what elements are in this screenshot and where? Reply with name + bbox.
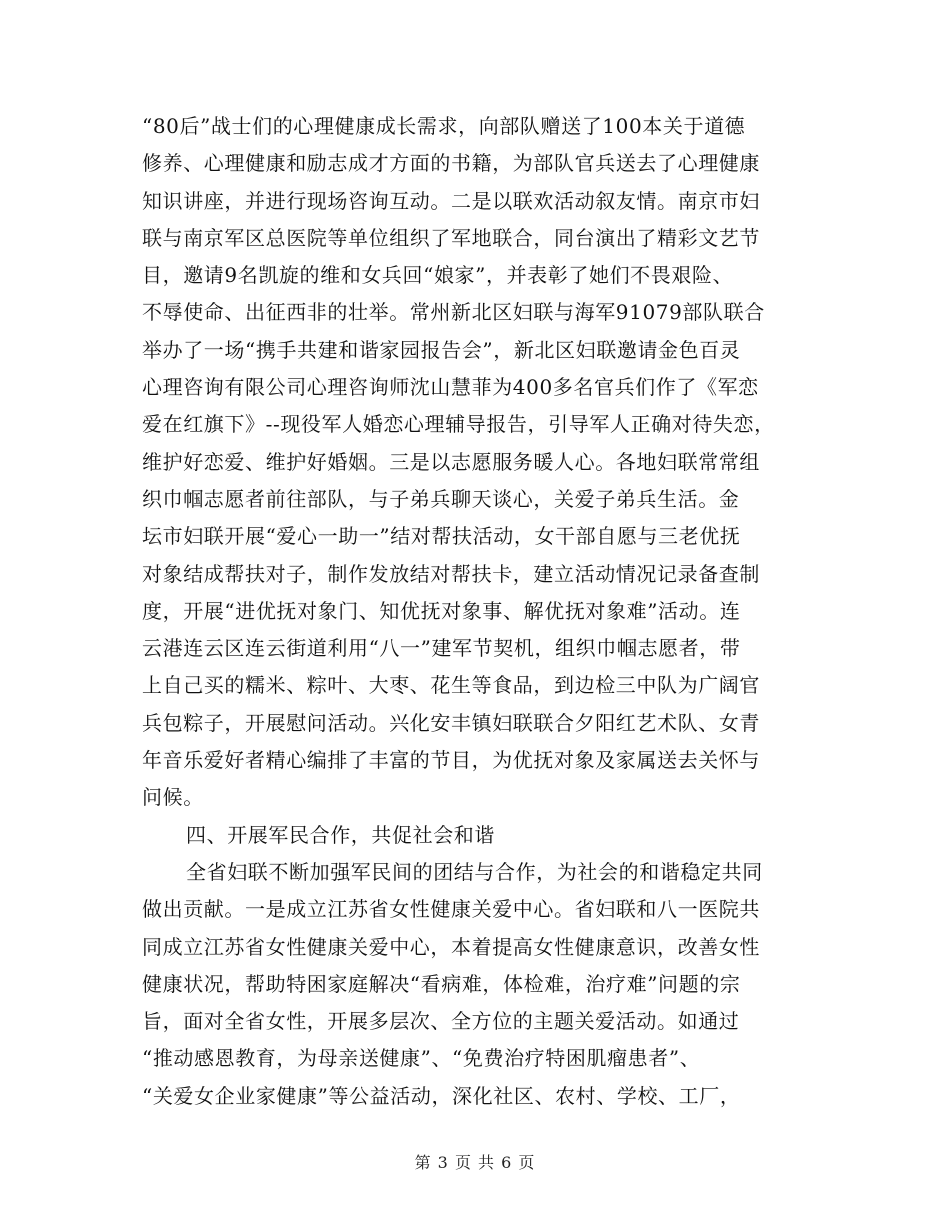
text-line: 爱在红旗下》--现役军人婚恋心理辅导报告，引导军人正确对待失恋，	[142, 412, 775, 437]
body-text	[142, 108, 802, 1115]
text-line: 修养、心理健康和励志成才方面的书籍，为部队官兵送去了心理健康	[142, 151, 760, 176]
text-line: 旨，面对全省女性，开展多层次、全方位的主题关爱活动。如通过	[142, 1009, 740, 1034]
text-line: 维护好恋爱、维护好婚姻。三是以志愿服务暖人心。各地妇联常常组	[142, 449, 760, 474]
text-line: 织巾帼志愿者前往部队，与子弟兵聊天谈心，关爱子弟兵生活。金	[142, 486, 740, 511]
text-line: 做出贡献。一是成立江苏省女性健康关爱中心。省妇联和八一医院共	[142, 897, 760, 922]
text-line: “推动感恩教育，为母亲送健康”、“免费治疗特困肌瘤患者”、	[142, 1046, 701, 1071]
paragraph-first-line: 全省妇联不断加强军民间的团结与合作，为社会的和谐稳定共同	[186, 859, 763, 884]
text-line: 同成立江苏省女性健康关爱中心，本着提高女性健康意识，改善女性	[142, 934, 760, 959]
text-line: 不辱使命、出征西非的壮举。常州新北区妇联与海军91079部队联合	[142, 300, 765, 325]
text-line: 健康状况，帮助特困家庭解决“看病难，体检难，治疗难”问题的宗	[142, 971, 741, 996]
text-line: 度，开展“进优抚对象门、知优抚对象事、解优抚对象难”活动。连	[142, 598, 741, 623]
text-line: 年音乐爱好者精心编排了丰富的节目，为优抚对象及家属送去关怀与	[142, 748, 760, 773]
text-line: “80后”战士们的心理健康成长需求，向部队赠送了100本关于道德	[142, 114, 746, 138]
text-line: 举办了一场“携手共建和谐家园报告会”，新北区妇联邀请金色百灵	[142, 337, 741, 362]
text-line: 对象结成帮扶对子，制作发放结对帮扶卡，建立活动情况记录备查制	[142, 561, 760, 586]
text-line: 心理咨询有限公司心理咨询师沈山慧菲为400多名官兵们作了《军恋	[142, 375, 759, 400]
text-line: “关爱女企业家健康”等公益活动，深化社区、农村、学校、工厂，	[142, 1083, 741, 1108]
page-number-footer: 第 3 页 共 6 页	[414, 1153, 536, 1172]
text-line: 兵包粽子，开展慰问活动。兴化安丰镇妇联联合夕阳红艺术队、女青	[142, 710, 760, 735]
text-line: 问候。	[142, 785, 204, 810]
text-line: 云港连云区连云街道利用“八一”建军节契机，组织巾帼志愿者，带	[142, 636, 741, 661]
text-line: 知识讲座，并进行现场咨询互动。二是以联欢活动叙友情。南京市妇	[142, 188, 760, 213]
text-line: 上自己买的糯米、粽叶、大枣、花生等食品，到边检三中队为广阔官	[142, 673, 760, 698]
section-heading: 四、开展军民合作，共促社会和谐	[186, 822, 495, 847]
text-line: 联与南京军区总医院等单位组织了军地联合，同台演出了精彩文艺节	[142, 225, 760, 250]
text-line: 目，邀请9名凯旋的维和女兵回“娘家”，并表彰了她们不畏艰险、	[142, 263, 734, 288]
text-line: 坛市妇联开展“爱心一助一”结对帮扶活动，女干部自愿与三老优抚	[142, 524, 741, 549]
